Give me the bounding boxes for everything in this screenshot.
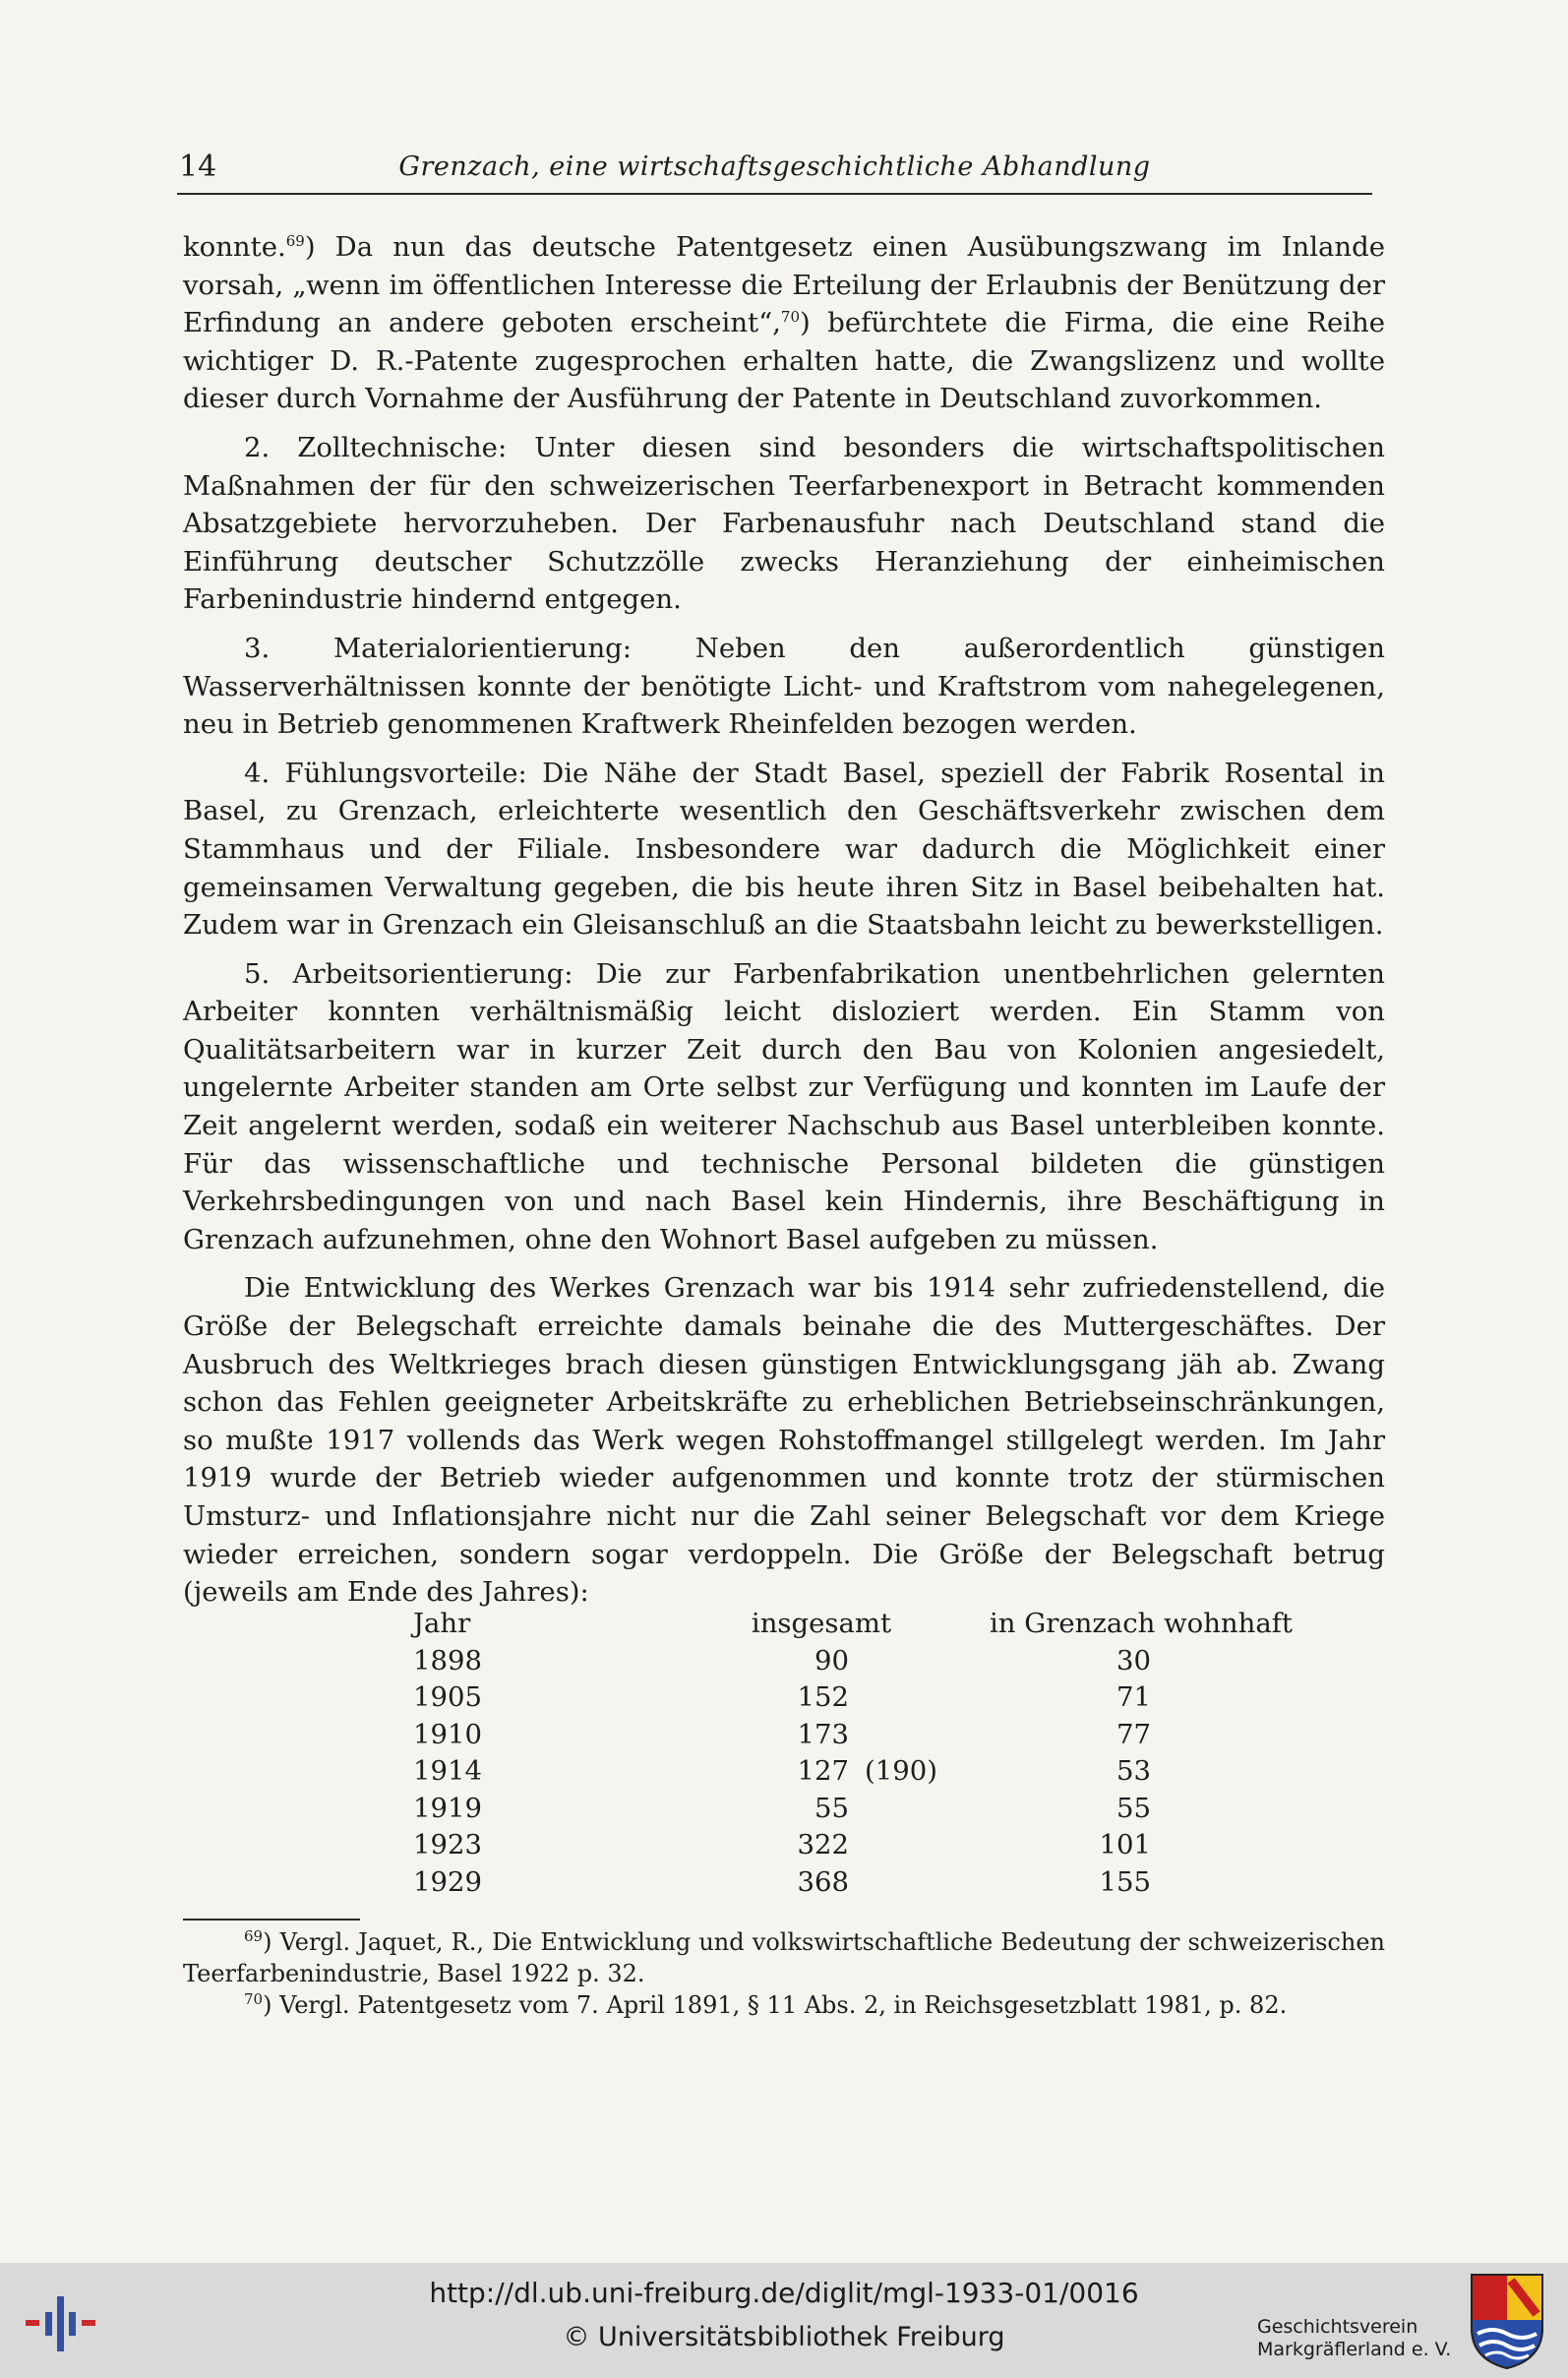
table-cell-year: 1929	[413, 1865, 482, 1898]
table-row	[413, 1717, 1298, 1754]
table-cell-total: 322	[797, 1829, 849, 1860]
society-name-line-1: Geschichtsverein	[1257, 2316, 1418, 2338]
body-text	[183, 228, 1385, 1622]
table-cell-extra: (190)	[865, 1755, 937, 1787]
table-cell-total: 55	[814, 1792, 849, 1824]
footnote-69	[183, 1926, 1385, 1989]
coat-of-arms-icon	[1468, 2271, 1546, 2371]
footnote-ref-69[interactable]: 69	[285, 231, 305, 250]
page-number: 14	[179, 150, 217, 184]
paragraph-4: 4. Fühlungsvorteile: Die Nähe der Stadt Basel, speziell der Fabrik Rosental in Basel, zu Grenzach, erleichterte wesentlich den Geschäftsverkehr zwischen dem Stammhaus und der Filiale. Insbesondere war dadurch die Möglichkeit einer gemeinsamen Verwaltung gegeben, die bis heute ihren Sitz in Basel beibehalten hat. Zudem war in Grenzach ein Gleisanschluß an die Staatsbahn leicht zu bewerkstelligen.	[183, 757, 1385, 942]
table-cell-year: 1923	[413, 1829, 482, 1860]
table-cell-total: 127	[797, 1755, 849, 1787]
table-row	[413, 1643, 1298, 1680]
table-cell-total: 90	[814, 1644, 849, 1677]
table-cell-local: 71	[1116, 1681, 1151, 1713]
table-cell-year: 1919	[413, 1792, 482, 1824]
running-title: Grenzach, eine wirtschaftsgeschichtliche Abhandlung	[398, 152, 1151, 182]
table-row	[413, 1753, 1298, 1791]
society-name	[1257, 2316, 1454, 2361]
paragraph-1-text-b: ) Da nun das deutsche Patentgesetz einen Ausübungszwang im Inlande vorsah, „wenn im öffentlichen Interesse die Erteilung der Erlaubnis der Benützung der Erfindung an andere geboten erscheint“,	[183, 231, 1385, 339]
table-cell-local: 30	[1116, 1644, 1151, 1677]
table-cell-local: 101	[1099, 1829, 1151, 1860]
table-row	[413, 1864, 1298, 1902]
table-row	[413, 1791, 1298, 1828]
paragraph-5: 5. Arbeitsorientierung: Die zur Farbenfabrikation unentbehrlichen gelernten Arbeiter konnten verhältnismäßig leicht disloziert werden. Ein Stamm von Qualitätsarbeitern war in kurzer Zeit durch den Bau von Kolonien angesiedelt, ungelernte Arbeiter standen am Orte selbst zur Verfügung und konnten im Laufe der Zeit angelernt werden, sodaß ein weiterer Nachschub aus Basel unterbleiben konnte. Für das wissenschaftliche und technische Personal bildeten die günstigen Verkehrsbedingungen von und nach Basel kein Hindernis, ihre Beschäftigung in Grenzach aufzunehmen, ohne den Wohnort Basel aufgeben zu müssen.	[183, 957, 1385, 1255]
footnote-text: ) Vergl. Jaquet, R., Die Entwicklung und volkswirtschaftliche Bedeutung der schweizerischen Teerfarbenindustrie, Basel 1922 p. 32.	[183, 1928, 1385, 1987]
table-cell-year: 1905	[413, 1681, 482, 1713]
table-cell-year: 1910	[413, 1718, 482, 1750]
permalink-url[interactable]: http://dl.ub.uni-freiburg.de/diglit/mgl-1933-01/0016	[429, 2277, 1139, 2309]
footnote-text: ) Vergl. Patentgesetz vom 7. April 1891, § 11 Abs. 2, in Reichsgesetzblatt 1981, p. 82.	[263, 1991, 1288, 2019]
table-cell-total: 152	[797, 1681, 849, 1713]
footnote-70	[183, 1989, 1385, 2021]
workforce-table	[413, 1606, 1298, 1901]
paragraph-2: 2. Zolltechnische: Unter diesen sind besonders die wirtschaftspolitischen Maßnahmen der für den schweizerischen Teerfarbenexport in Betracht kommenden Absatzgebiete hervorzuheben. Der Farbenausfuhr nach Deutschland stand die Einführung deutscher Schutzzölle zwecks Heranziehung der einheimischen Farbenindustrie hindernd entgegen.	[183, 431, 1385, 616]
table-row	[413, 1679, 1298, 1717]
table-cell-year: 1898	[413, 1644, 482, 1677]
paragraph-1-text-a: konnte.	[183, 231, 286, 263]
table-cell-local: 53	[1116, 1755, 1151, 1787]
paragraph-3: 3. Materialorientierung: Neben den außerordentlich günstigen Wasserverhältnissen konnte der benötigte Licht- und Kraftstrom vom nahegelegenen, neu in Betrieb genommenen Kraftwerk Rheinfelden bezogen werden.	[183, 632, 1385, 741]
paragraph-1	[183, 228, 1385, 418]
table-header-local: in Grenzach wohnhaft	[990, 1608, 1293, 1639]
table-cell-year: 1914	[413, 1755, 482, 1787]
table-cell-total: 173	[797, 1718, 849, 1750]
table-cell-local: 55	[1116, 1792, 1151, 1824]
viewer-footer	[0, 2263, 1568, 2378]
footnote-divider	[183, 1919, 360, 1921]
copyright-notice: © Universitätsbibliothek Freiburg	[563, 2322, 1005, 2352]
footnote-mark: 69	[244, 1927, 264, 1945]
table-header-row	[413, 1606, 1298, 1643]
table-cell-local: 77	[1116, 1718, 1151, 1750]
footnote-ref-70[interactable]: 70	[780, 308, 800, 327]
society-name-line-2: Markgräflerland e. V.	[1257, 2339, 1452, 2360]
table-header-year: Jahr	[413, 1608, 471, 1639]
table-header-total: insgesamt	[751, 1608, 892, 1639]
paragraph-6: Die Entwicklung des Werkes Grenzach war bis 1914 sehr zufriedenstellend, die Größe der Belegschaft erreichte damals beinahe die des Muttergeschäftes. Der Ausbruch des Weltkrieges brach diesen günstigen Entwicklungsgang jäh ab. Zwang schon das Fehlen geeigneter Arbeitskräfte zu erheblichen Betriebseinschränkungen, so mußte 1917 vollends das Werk wegen Rohstoffmangel stillgelegt werden. Im Jahr 1919 wurde der Betrieb wieder aufgenommen und konnte trotz der stürmischen Umsturz- und Inflationsjahre nicht nur die Zahl seiner Belegschaft vor dem Kriege wieder erreichen, sondern sogar verdoppeln. Die Größe der Belegschaft betrug (jeweils am Ende des Jahres):	[183, 1272, 1385, 1609]
table-cell-local: 155	[1099, 1865, 1151, 1898]
footnote-mark: 70	[244, 1990, 264, 2008]
paragraph-1-text-c: ) befürchtete die Firma, die eine Reihe wichtiger D. R.-Patente zugesprochen erhalten hatte, die Zwangslizenz und wollte dieser durch Vornahme der Ausführung der Patente in Deutschland zuvorkommen.	[183, 307, 1385, 415]
page-header	[177, 148, 1372, 195]
footnotes	[183, 1926, 1385, 2021]
table-row	[413, 1827, 1298, 1864]
table-cell-total: 368	[797, 1865, 849, 1898]
